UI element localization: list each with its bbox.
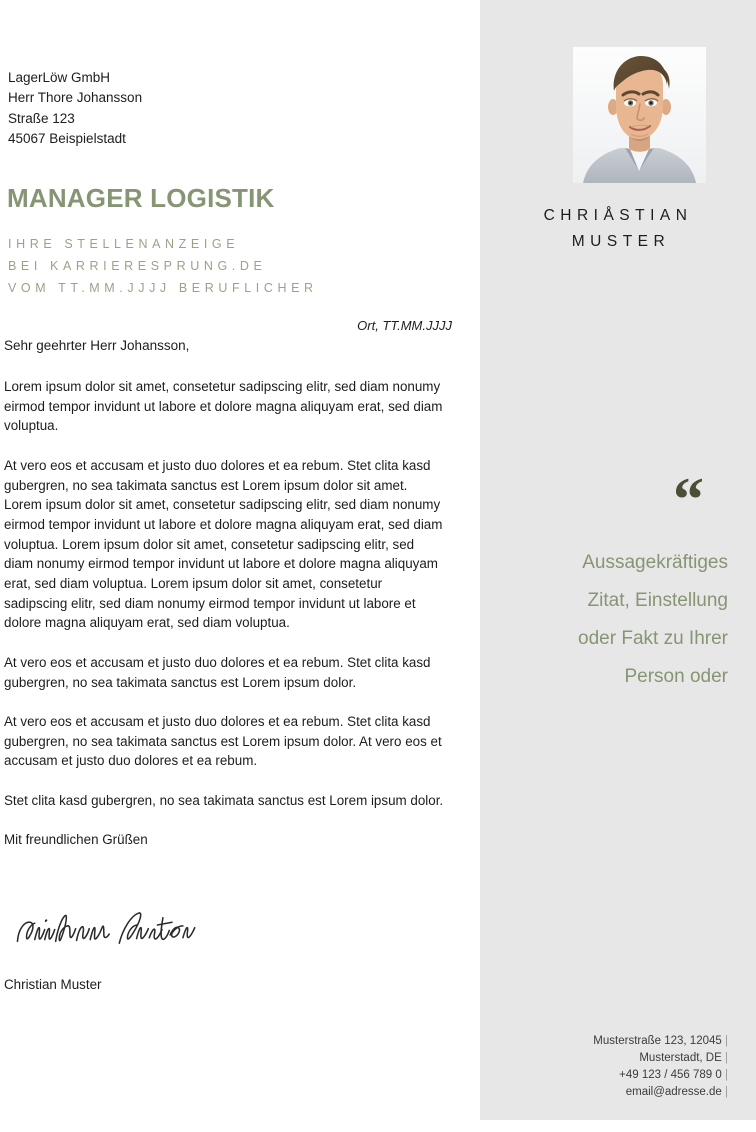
salutation: Sehr geehrter Herr Johansson,	[4, 338, 190, 353]
contact-separator: |	[725, 1035, 728, 1047]
signature-printed-name: Christian Muster	[4, 977, 102, 992]
recipient-line: Straße 123	[8, 110, 75, 126]
contact-separator: |	[725, 1052, 728, 1064]
sidebar-name-first: CHRIÅSTIAN	[543, 207, 693, 224]
body-paragraph: At vero eos et accusam et justo duo dolores et ea rebum. Stet clita kasd gubergren, no sea takimata sanctus est Lorem ipsum dolor.	[4, 654, 431, 690]
page-title: MANAGER LOGISTIK	[7, 183, 275, 213]
recipient-line: Herr Thore Johansson	[8, 90, 143, 106]
subheadline-line: BEI KARRIERESPRUNG.DE	[8, 259, 267, 273]
body-paragraph: Stet clita kasd gubergren, no sea takimata sanctus est Lorem ipsum dolor.	[4, 792, 444, 808]
contact-line-phone[interactable]	[480, 1067, 728, 1084]
body-paragraph: At vero eos et accusam et justo duo dolores et ea rebum. Stet clita kasd gubergren, no sea takimata sanctus est Lorem ipsum dolor sit amet. Lorem ipsum dolor sit amet, consetetur sadipscing elitr, sed diam nonumy eirmod tempor invidunt ut labore et dolore magna aliquyam erat, sed diam voluptua. Lorem ipsum dolor sit amet, consetetur sadipscing elitr, sed diam nonumy eirmod tempor invidunt ut labore et dolore magna aliquyam erat, sed diam voluptua. Lorem ipsum dolor sit amet, consetetur sadipscing elitr, sed diam nonumy eirmod tempor invidunt ut labore et dolore magna aliquyam erat, sed diam voluptua.	[4, 457, 443, 631]
recipient-address-block	[8, 68, 428, 150]
recipient-line: 45067 Beispielstadt	[8, 131, 126, 147]
letter-body	[4, 377, 446, 869]
contact-line-city	[480, 1050, 728, 1067]
body-paragraph: At vero eos et accusam et justo duo dolores et ea rebum. Stet clita kasd gubergren, no sea takimata sanctus est Lorem ipsum dolor. At vero eos et accusam et justo duo dolores et ea rebum.	[4, 713, 442, 769]
quote-line: Person oder	[624, 666, 728, 687]
sidebar-name	[480, 203, 756, 255]
quote-line: Aussagekräftiges	[582, 552, 728, 573]
recipient-line: LagerLöw GmbH	[8, 70, 111, 85]
contact-email-text[interactable]: email@adresse.de	[625, 1086, 722, 1098]
subheadline-line: IHRE STELLENANZEIGE	[8, 237, 240, 251]
contact-line-email[interactable]	[480, 1084, 728, 1101]
contact-separator: |	[725, 1069, 728, 1081]
place-and-date: Ort, TT.MM.JJJJ	[357, 318, 452, 333]
sidebar-name-last: MUSTER	[571, 233, 671, 250]
portrait-photo-icon	[573, 47, 706, 183]
contact-line-address	[480, 1033, 728, 1050]
subheadline-line: VOM TT.MM.JJJJ BERUFLICHER	[8, 281, 318, 295]
quote-text	[480, 544, 756, 696]
quote-mark-icon: “	[673, 466, 703, 534]
contact-address-text: Musterstraße 123, 12045	[593, 1035, 722, 1047]
handwritten-signature-icon	[12, 905, 232, 960]
sidebar-quote	[480, 466, 756, 687]
quote-line: oder Fakt zu Ihrer	[578, 628, 728, 649]
contact-phone-text[interactable]: +49 123 / 456 789 0	[619, 1069, 722, 1081]
subheadline	[8, 233, 468, 299]
contact-city-text: Musterstadt, DE	[639, 1052, 722, 1064]
closing-greeting: Mit freundlichen Grüßen	[4, 832, 148, 848]
contact-separator: |	[725, 1086, 728, 1098]
quote-line: Zitat, Einstellung	[587, 590, 728, 611]
contact-block	[480, 1033, 756, 1101]
body-paragraph: Lorem ipsum dolor sit amet, consetetur sadipscing elitr, sed diam nonumy eirmod tempor invidunt ut labore et dolore magna aliquyam erat, sed diam voluptua.	[4, 379, 443, 434]
sidebar	[480, 0, 756, 1120]
